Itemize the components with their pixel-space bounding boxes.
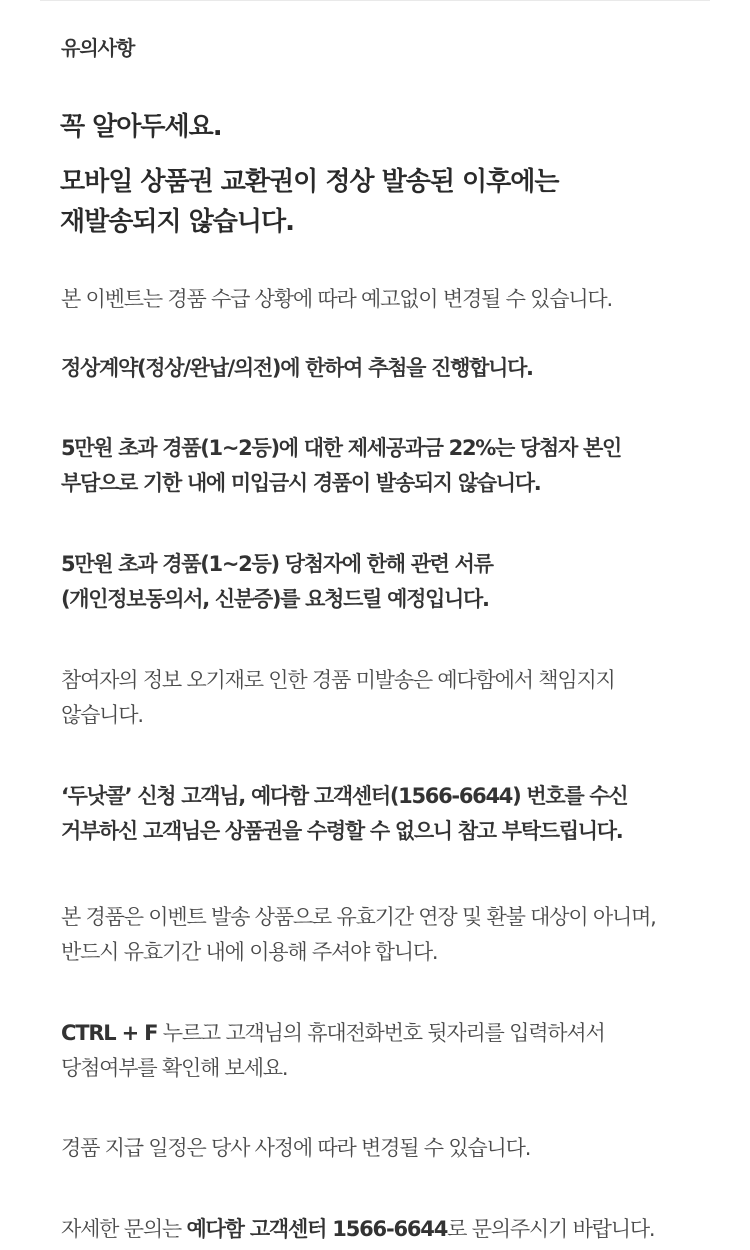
contact-prefix: 자세한 문의는	[61, 1217, 187, 1241]
notice-item-contract	[61, 351, 701, 386]
notice-item-change	[61, 282, 701, 317]
notice-item-ctrl-f	[61, 1016, 701, 1086]
notice-text: 경품 지급 일정은 당사 사정에 따라 변경될 수 있습니다.	[61, 1136, 531, 1160]
notice-text: 정상계약(정상/완납/의전)에 한하여 추첨을 진행합니다.	[61, 356, 533, 380]
notice-text	[61, 1016, 701, 1051]
notice-lead: 꼭 알아두세요.	[60, 112, 222, 142]
customer-center-contact: 예다함 고객센터 1566-6644	[186, 1217, 448, 1241]
notice-item-tax	[61, 431, 701, 501]
notice-text-rest: 누르고 고객님의 휴대전화번호 뒷자리를 입력하셔서	[157, 1021, 605, 1045]
notice-item-donotcall	[61, 779, 701, 849]
notice-text: 않습니다.	[61, 703, 143, 727]
notice-item-schedule	[61, 1131, 701, 1166]
notice-item-misinfo	[61, 663, 701, 733]
ctrl-f-shortcut: CTRL + F	[61, 1021, 158, 1045]
notice-text: 거부하신 고객님은 상품권을 수령할 수 없으니 참고 부탁드립니다.	[61, 819, 623, 843]
top-divider	[40, 0, 710, 1]
notice-text: 본 이벤트는 경품 수급 상황에 따라 예고없이 변경될 수 있습니다.	[61, 287, 612, 311]
notice-item-contact	[61, 1212, 701, 1247]
notice-text: 본 경품은 이벤트 발송 상품으로 유효기간 연장 및 환불 대상이 아니며,	[61, 905, 656, 929]
notice-item-validity	[61, 900, 701, 970]
headline-line: 모바일 상품권 교환권이 정상 발송된 이후에는	[60, 167, 559, 197]
notice-text: 5만원 초과 경품(1~2등)에 대한 제세공과금 22%는 당첨자 본인	[61, 436, 621, 460]
notice-text: 반드시 유효기간 내에 이용해 주셔야 합니다.	[61, 940, 438, 964]
notice-text: 부담으로 기한 내에 미입금시 경품이 발송되지 않습니다.	[61, 471, 541, 495]
notice-text: (개인정보동의서, 신분증)를 요청드릴 예정입니다.	[61, 587, 489, 611]
headline-line: 재발송되지 않습니다.	[60, 207, 294, 237]
page-title: 유의사항	[61, 36, 135, 60]
notice-item-documents	[61, 547, 701, 617]
notice-headline	[60, 162, 700, 242]
notice-text: 당첨여부를 확인해 보세요.	[61, 1056, 288, 1080]
notice-text: ‘두낫콜’ 신청 고객님, 예다함 고객센터(1566-6644) 번호를 수신	[61, 784, 628, 808]
notice-text: 5만원 초과 경품(1~2등) 당첨자에 한해 관련 서류	[61, 552, 493, 576]
notice-text	[61, 1212, 701, 1247]
contact-suffix: 로 문의주시기 바랍니다.	[447, 1217, 655, 1241]
notice-text: 참여자의 정보 오기재로 인한 경품 미발송은 예다함에서 책임지지	[61, 668, 615, 692]
